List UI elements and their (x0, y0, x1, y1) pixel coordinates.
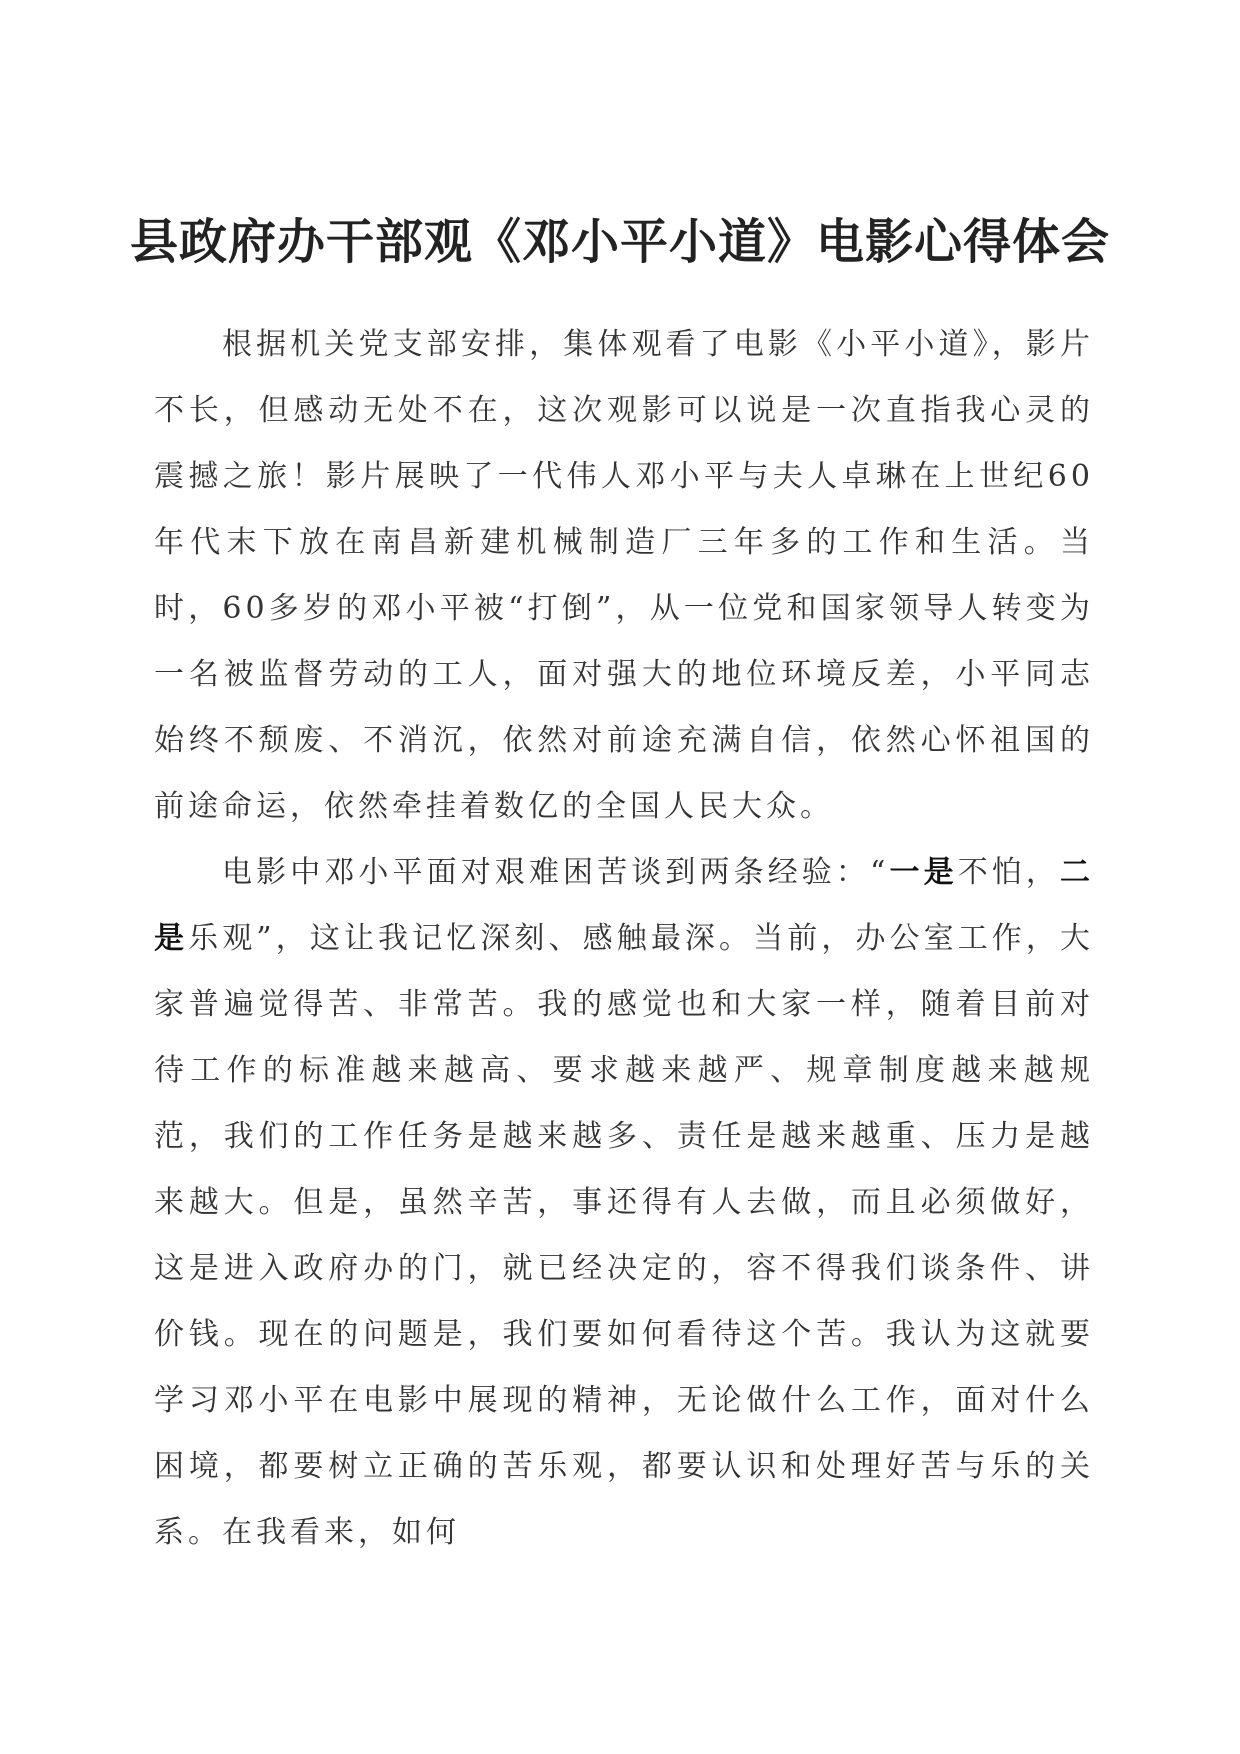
paragraph-2 (154, 840, 1094, 1566)
emphasis-first: 一是 (889, 855, 958, 890)
paragraph-2-text-c: 乐观”，这让我记忆深刻、感触最深。当前，办公室工作，大家普遍觉得苦、非常苦。我的感觉也和大家一样，随着目前对待工作的标准越来越高、要求越来越严、规章制度越来越规范，我们的工作任务是越来越多、责任是越来越重、压力是越来越大。但是，虽然辛苦，事还得有人去做，而且必须做好，这是进入政府办的门，就已经决定的，容不得我们谈条件、讲价钱。现在的问题是，我们要如何看待这个苦。我认为这就要学习邓小平在电影中展现的精神，无论做什么工作，面对什么困境，都要树立正确的苦乐观，都要认识和处理好苦与乐的关系。在我看来，如何 (154, 921, 1095, 1550)
document-title: 县政府办干部观《邓小平小道》电影心得体会 (129, 214, 1110, 270)
paragraph-1: 根据机关党支部安排，集体观看了电影《小平小道》，影片不长，但感动无处不在，这次观影可以说是一次直指我心灵的震撼之旅！影片展映了一代伟人邓小平与夫人卓琳在上世纪60年代末下放在南昌新建机械制造厂三年多的工作和生活。当时，60多岁的邓小平被“打倒”，从一位党和国家领导人转变为一名被监督劳动的工人，面对强大的地位环境反差，小平同志始终不颓废、不消沉，依然对前途充满自信，依然心怀祖国的前途命运，依然牵挂着数亿的全国人民大众。 (154, 327, 1094, 824)
document-body (154, 312, 1094, 1566)
emphasis-second: 二是 (154, 855, 1095, 956)
paragraph-2-text-b: 不怕， (957, 855, 1061, 890)
paragraph-2-text-a: 电影中邓小平面对艰难困苦谈到两条经验：“ (222, 855, 890, 890)
